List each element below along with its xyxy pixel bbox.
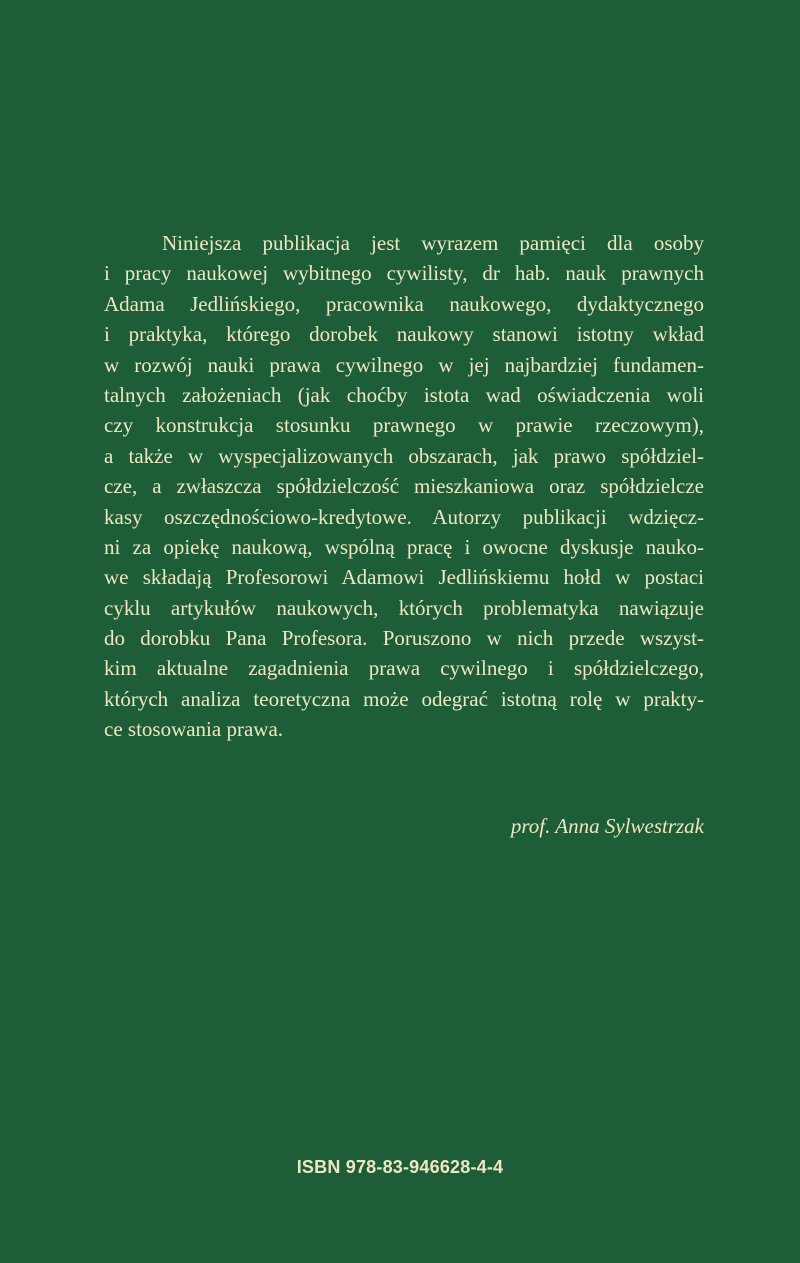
- blurb-paragraph: [104, 228, 704, 745]
- blurb-line: ni za opiekę naukową, wspólną pracę i owocne dyskusje nauko-: [104, 534, 704, 559]
- blurb-line: ce stosowania prawa.: [104, 717, 284, 742]
- author-signature: prof. Anna Sylwestrzak: [510, 814, 704, 838]
- blurb-line: talnych założeniach (jak choćby istota wad oświadczenia woli: [104, 382, 704, 407]
- blurb-line: w rozwój nauki prawa cywilnego w jej najbardziej fundamen-: [104, 352, 704, 377]
- blurb-line: a także w wyspecjalizowanych obszarach, jak prawo spółdziel-: [104, 443, 704, 468]
- blurb-line: i pracy naukowej wybitnego cywilisty, dr hab. nauk prawnych: [104, 261, 704, 286]
- isbn-number: ISBN 978-83-946628-4-4: [296, 1157, 504, 1177]
- blurb-line: do dorobku Pana Profesora. Poruszono w nich przede wszyst-: [104, 626, 704, 651]
- blurb-line: Adama Jedlińskiego, pracownika naukowego, dydaktycznego: [104, 291, 704, 316]
- blurb-line: czy konstrukcja stosunku prawnego w prawie rzeczowym),: [104, 413, 704, 438]
- blurb-line: kasy oszczędnościowo-kredytowe. Autorzy publikacji wdzięcz-: [104, 504, 704, 529]
- blurb-line: we składają Profesorowi Adamowi Jedlińskiemu hołd w postaci: [104, 565, 704, 590]
- blurb-line: cze, a zwłaszcza spółdzielczość mieszkaniowa oraz spółdzielcze: [104, 474, 704, 499]
- blurb-line: Niniejsza publikacja jest wyrazem pamięci dla osoby: [162, 231, 704, 255]
- blurb-line: i praktyka, którego dorobek naukowy stanowi istotny wkład: [104, 322, 704, 347]
- blurb-line: kim aktualne zagadnienia prawa cywilnego i spółdzielczego,: [104, 656, 704, 681]
- blurb-line: których analiza teoretyczna może odegrać istotną rolę w prakty-: [104, 686, 704, 711]
- blurb-line: cyklu artykułów naukowych, których problematyka nawiązuje: [104, 595, 704, 620]
